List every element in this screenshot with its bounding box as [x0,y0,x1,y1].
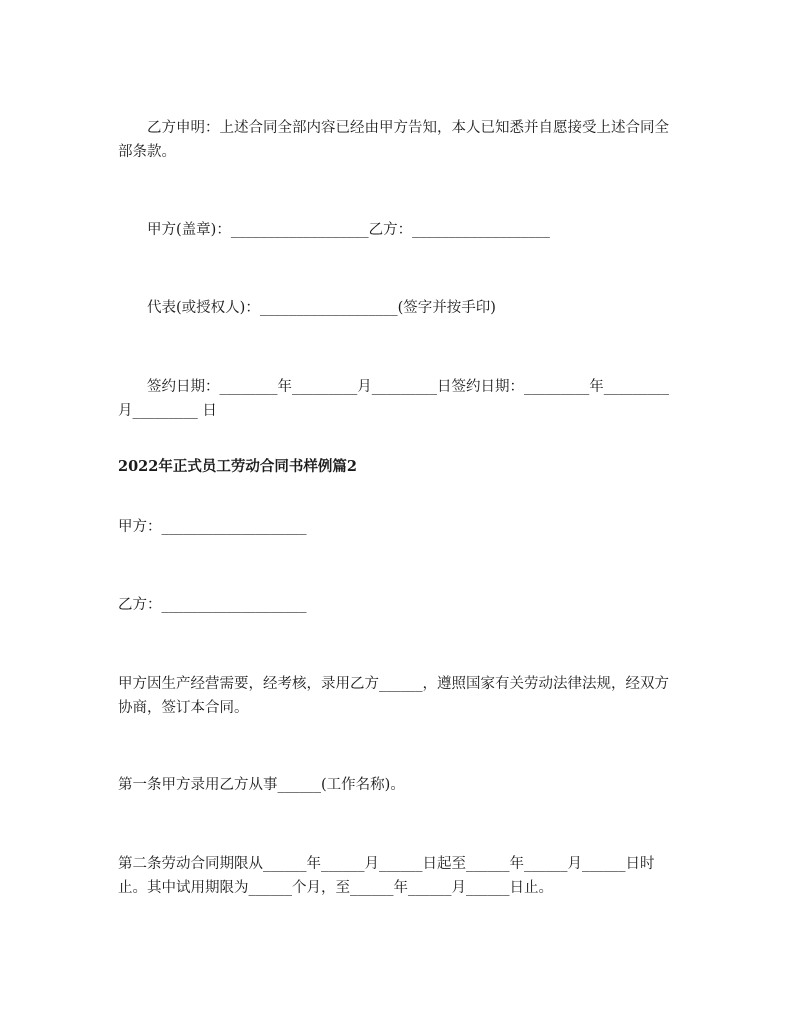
party-b-line: 乙方：____________________ [118,597,307,613]
section-heading: 2022年正式员工劳动合同书样例篇2 [118,458,357,475]
article-1-paragraph: 第一条甲方录用乙方从事______(工作名称)。 [118,777,405,793]
article-2-paragraph: 第二条劳动合同期限从______年______月______日起至______年______月______日时止。其中试用期限为______个月，至______年______月______日止。 [118,856,655,896]
intro-paragraph: 甲方因生产经营需要，经考核，录用乙方______，遵照国家有关劳动法律法规，经双方协商，签订本合同。 [118,676,669,716]
representative-signature-line: 代表(或授权人)：___________________(签字并按手印) [147,300,496,316]
signing-date-line: 签约日期：________年_________月_________日签约日期：_________年_________月_________ 日 [118,379,669,419]
party-signature-line: 甲方(盖章)：___________________乙方：___________________ [147,222,550,238]
yi-declaration-paragraph: 乙方申明：上述合同全部内容已经由甲方告知，本人已知悉并自愿接受上述合同全部条款。 [118,120,669,160]
party-a-line: 甲方：____________________ [118,519,307,535]
